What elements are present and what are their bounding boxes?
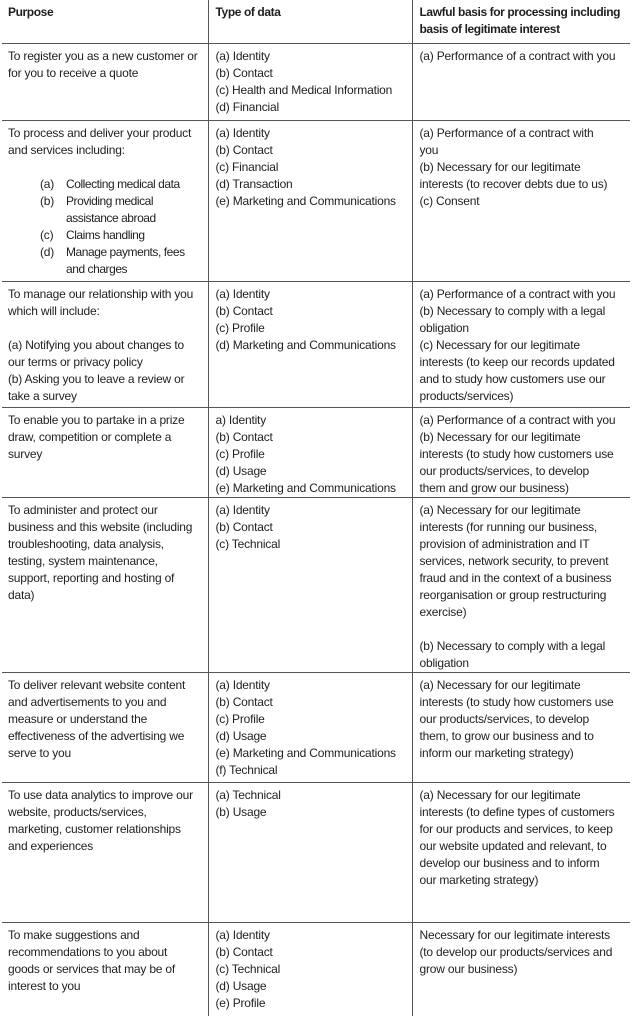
text-line: reorganisation or group restructuring <box>419 587 607 602</box>
purpose-cell <box>2 120 208 281</box>
type-of-data-cell <box>208 672 412 782</box>
table-row <box>2 281 630 407</box>
text-line: (b) Necessary for our legitimate <box>419 159 581 174</box>
text-line: services, network security, to prevent <box>419 553 609 568</box>
text-line: data) <box>8 587 35 602</box>
type-of-data-cell <box>208 407 412 497</box>
hanging-list-item <box>40 176 204 193</box>
purpose-cell <box>2 782 208 922</box>
text-line: goods or services that may be of <box>8 961 176 976</box>
hanging-list-item <box>40 227 204 244</box>
text-line: (c) Profile <box>215 446 265 461</box>
type-of-data-cell <box>208 922 412 1016</box>
text-line: products/services) <box>419 388 514 403</box>
text-line: (a) Necessary for our legitimate <box>419 677 581 692</box>
text-line: them and grow our business) <box>419 480 569 495</box>
list-item-text: Collecting medical data <box>66 176 180 191</box>
purpose-cell <box>2 281 208 407</box>
text-line: serve to you <box>8 745 71 760</box>
text-line: for our products and services, to keep <box>419 821 613 836</box>
purpose-cell <box>2 672 208 782</box>
text-line: grow our business) <box>419 961 518 976</box>
text-line: (b) Asking you to leave a review or <box>8 371 185 386</box>
text-line: (d) Marketing and Communications <box>215 337 396 352</box>
text-line: To deliver relevant website content <box>8 677 186 692</box>
list-marker: (d) <box>40 244 55 259</box>
hanging-list-item <box>40 244 204 278</box>
text-line: which will include: <box>8 303 100 318</box>
text-line: (b) Contact <box>215 429 273 444</box>
text-line: and advertisements to you and <box>8 694 167 709</box>
text-line: survey <box>8 446 43 461</box>
type-of-data-cell <box>208 43 412 120</box>
text-line: our marketing strategy) <box>419 872 539 887</box>
text-line: (b) Contact <box>215 519 273 534</box>
text-line: marketing, customer relationships <box>8 821 181 836</box>
text-line: (d) Usage <box>215 463 267 478</box>
text-line: (d) Financial <box>215 99 279 114</box>
text-line: a) Identity <box>215 412 266 427</box>
text-line <box>8 159 204 176</box>
hanging-list-item <box>40 193 204 227</box>
text-line: take a survey <box>8 388 77 403</box>
lawful-basis-cell <box>412 407 630 497</box>
text-line: testing, system maintenance, <box>8 553 158 568</box>
list-marker: (c) <box>40 227 54 242</box>
text-line: our products/services, to develop <box>419 463 589 478</box>
table-row <box>2 407 630 497</box>
text-line: our website updated and relevant, to <box>419 838 607 853</box>
text-line: measure or understand the <box>8 711 148 726</box>
list-item-text: Claims handling <box>66 227 145 242</box>
text-line: To administer and protect our <box>8 502 158 517</box>
text-line: (e) Marketing and Communications <box>215 745 396 760</box>
text-line: (b) Contact <box>215 303 273 318</box>
text-line: (d) Transaction <box>215 176 293 191</box>
text-line: (c) Consent <box>419 193 480 208</box>
text-line: website, products/services, <box>8 804 147 819</box>
text-line: (a) Necessary for our legitimate <box>419 502 581 517</box>
text-line: exercise) <box>419 604 467 619</box>
text-line: for you to receive a quote <box>8 65 139 80</box>
text-line: provision of administration and IT <box>419 536 590 551</box>
text-line: (a) Performance of a contract with you <box>419 48 616 63</box>
text-line: (a) Identity <box>215 286 270 301</box>
text-line: (a) Identity <box>215 502 270 517</box>
text-line: (c) Technical <box>215 961 281 976</box>
purpose-cell <box>2 407 208 497</box>
text-line: Lawful basis for processing including <box>419 5 621 19</box>
text-line: develop our business and to inform <box>419 855 600 870</box>
text-line: interests (to study how customers use <box>419 694 614 709</box>
text-line: troubleshooting, data analysis, <box>8 536 164 551</box>
text-line: and to study how customers use our <box>419 371 606 386</box>
text-line: To process and deliver your product <box>8 125 192 140</box>
purpose-cell <box>2 497 208 672</box>
text-line: you <box>419 142 439 157</box>
text-line: (to develop our products/services and <box>419 944 613 959</box>
text-line: inform our marketing strategy) <box>419 745 574 760</box>
table-row <box>2 672 630 782</box>
column-header-lawful-basis <box>412 0 630 43</box>
text-line: obligation <box>419 655 469 670</box>
text-line: (b) Contact <box>215 142 273 157</box>
lawful-basis-cell <box>412 497 630 672</box>
text-line: (a) Technical <box>215 787 281 802</box>
text-line <box>420 621 627 638</box>
text-line: Necessary for our legitimate interests <box>419 927 610 942</box>
text-line: draw, competition or complete a <box>8 429 172 444</box>
table-row <box>2 497 630 672</box>
table-body <box>2 43 630 1016</box>
text-line: them, to grow our business and to <box>419 728 594 743</box>
header-row <box>2 0 630 43</box>
text-line: (a) Performance of a contract with you <box>419 412 616 427</box>
text-line: (a) Identity <box>215 927 270 942</box>
text-line: interest to you <box>8 978 81 993</box>
text-line: (b) Usage <box>215 804 267 819</box>
lawful-basis-cell <box>412 922 630 1016</box>
text-line: (b) Contact <box>215 944 273 959</box>
lawful-basis-cell <box>412 782 630 922</box>
text-line: (e) Profile <box>215 995 266 1010</box>
text-line: To use data analytics to improve our <box>8 787 193 802</box>
text-line: (e) Marketing and Communications <box>215 193 396 208</box>
text-line: our terms or privacy policy <box>8 354 143 369</box>
type-of-data-cell <box>208 497 412 672</box>
text-line: (a) Performance of a contract with you <box>419 286 616 301</box>
text-line: and experiences <box>8 838 94 853</box>
text-line: (a) Performance of a contract with <box>419 125 594 140</box>
text-line: and services including: <box>8 142 125 157</box>
text-line: obligation <box>419 320 469 335</box>
table-row <box>2 922 630 1016</box>
text-line: (d) Usage <box>215 728 267 743</box>
type-of-data-cell <box>208 120 412 281</box>
table-row <box>2 782 630 922</box>
text-line: interests (to study how customers use <box>419 446 614 461</box>
text-line: (c) Health and Medical Information <box>215 82 393 97</box>
text-line <box>8 320 204 337</box>
table-row <box>2 43 630 120</box>
text-line: (f) Technical <box>215 762 278 777</box>
list-item-text: Providing medical assistance abroad <box>66 193 156 225</box>
text-line: (c) Technical <box>215 536 281 551</box>
list-marker: (b) <box>40 193 55 208</box>
text-line: (d) Usage <box>215 978 267 993</box>
text-line: (a) Identity <box>215 48 270 63</box>
text-line: (c) Profile <box>215 711 265 726</box>
text-line: (a) Identity <box>215 677 270 692</box>
text-line: (a) Necessary for our legitimate <box>419 787 581 802</box>
table-header <box>2 0 630 43</box>
lawful-basis-cell <box>412 672 630 782</box>
processing-purposes-table <box>2 0 630 1016</box>
text-line: interests (to keep our records updated <box>419 354 615 369</box>
list-marker: (a) <box>40 176 55 191</box>
text-line: (c) Necessary for our legitimate <box>419 337 580 352</box>
text-line: (b) Necessary for our legitimate <box>419 429 581 444</box>
type-of-data-cell <box>208 281 412 407</box>
text-line: (b) Contact <box>215 694 273 709</box>
lawful-basis-cell <box>412 43 630 120</box>
text-line: To register you as a new customer or <box>8 48 198 63</box>
text-line: basis of legitimate interest <box>419 22 560 36</box>
type-of-data-cell <box>208 782 412 922</box>
text-line: business and this website (including <box>8 519 193 534</box>
text-line: (a) Identity <box>215 125 270 140</box>
purpose-cell <box>2 922 208 1016</box>
text-line: our products/services, to develop <box>419 711 589 726</box>
text-line: (b) Necessary to comply with a legal <box>419 303 606 318</box>
column-header-purpose <box>2 0 208 43</box>
text-line: (c) Financial <box>215 159 279 174</box>
lawful-basis-cell <box>412 120 630 281</box>
text-line: (e) Marketing and Communications <box>215 480 396 495</box>
text-line: support, reporting and hosting of <box>8 570 175 585</box>
text-line: To enable you to partake in a prize <box>8 412 185 427</box>
text-line: (b) Contact <box>215 65 273 80</box>
text-line: To make suggestions and <box>8 927 140 942</box>
list-item-text: Manage payments, fees and charges <box>66 244 185 276</box>
text-line: Type of data <box>215 5 281 19</box>
text-line: recommendations to you about <box>8 944 168 959</box>
text-line: effectiveness of the advertising we <box>8 728 185 743</box>
text-line: interests (to define types of customers <box>419 804 615 819</box>
purpose-cell <box>2 43 208 120</box>
text-line: interests (for running our business, <box>419 519 598 534</box>
text-line: interests (to recover debts due to us) <box>419 176 608 191</box>
table-row <box>2 120 630 281</box>
text-line: (c) Profile <box>215 320 265 335</box>
lawful-basis-cell <box>412 281 630 407</box>
text-line: Purpose <box>8 5 54 19</box>
column-header-type-of-data <box>208 0 412 43</box>
text-line: (b) Necessary to comply with a legal <box>419 638 606 653</box>
text-line: fraud and in the context of a business <box>419 570 612 585</box>
text-line: (a) Notifying you about changes to <box>8 337 184 352</box>
text-line: To manage our relationship with you <box>8 286 194 301</box>
